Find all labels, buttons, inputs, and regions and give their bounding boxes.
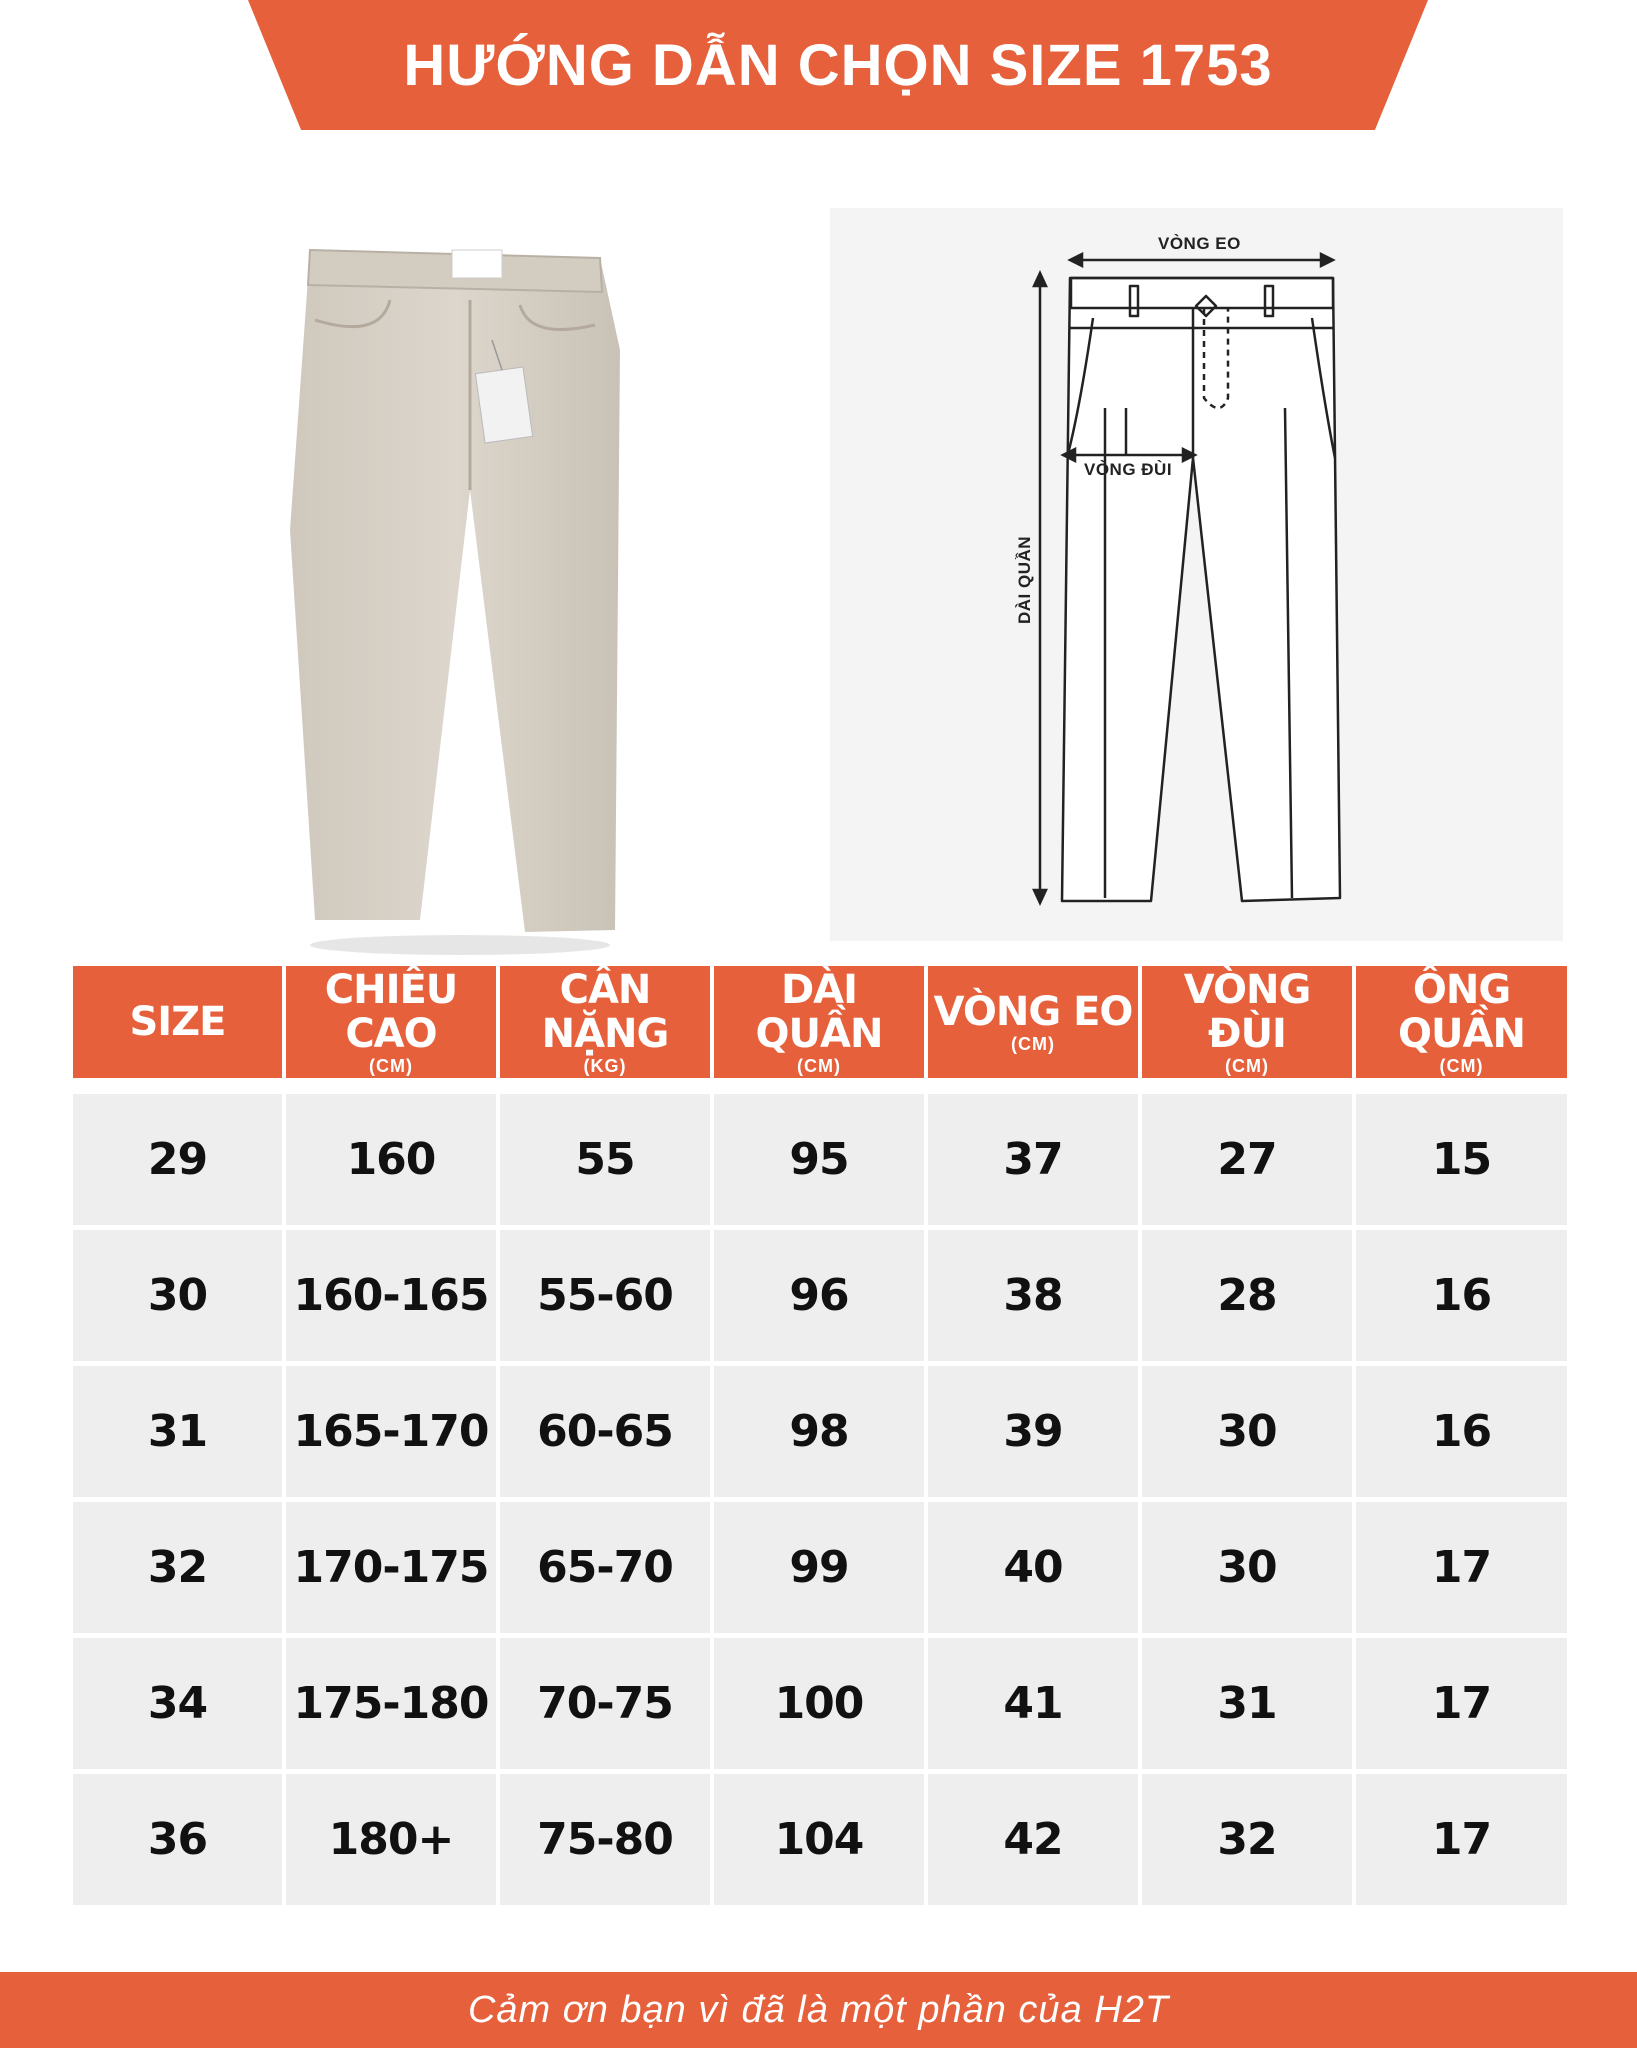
table-cell: 38 bbox=[928, 1230, 1138, 1361]
table-cell: 36 bbox=[73, 1774, 282, 1905]
table-cell: 34 bbox=[73, 1638, 282, 1769]
table-cell: 32 bbox=[1142, 1774, 1352, 1905]
table-cell: 30 bbox=[1142, 1366, 1352, 1497]
table-cell: 30 bbox=[1142, 1502, 1352, 1633]
table-cell: 39 bbox=[928, 1366, 1138, 1497]
table-cell: 17 bbox=[1356, 1502, 1567, 1633]
size-table bbox=[73, 966, 1567, 1910]
table-cell: 180+ bbox=[286, 1774, 496, 1905]
table-cell: 42 bbox=[928, 1774, 1138, 1905]
table-cell: 15 bbox=[1356, 1094, 1567, 1225]
table-cell: 60-65 bbox=[500, 1366, 710, 1497]
header-size: SIZE bbox=[73, 966, 282, 1078]
table-cell: 160 bbox=[286, 1094, 496, 1225]
table-cell: 41 bbox=[928, 1638, 1138, 1769]
table-cell: 99 bbox=[714, 1502, 924, 1633]
table-cell: 175-180 bbox=[286, 1638, 496, 1769]
table-cell: 70-75 bbox=[500, 1638, 710, 1769]
header-waist: VÒNG EO (CM) bbox=[928, 966, 1138, 1078]
header-weight: CÂN NẶNG (KG) bbox=[500, 966, 710, 1078]
table-cell: 104 bbox=[714, 1774, 924, 1905]
table-row bbox=[73, 1638, 1567, 1769]
table-cell: 16 bbox=[1356, 1230, 1567, 1361]
table-cell: 98 bbox=[714, 1366, 924, 1497]
table-cell: 55 bbox=[500, 1094, 710, 1225]
table-cell: 17 bbox=[1356, 1774, 1567, 1905]
table-cell: 55-60 bbox=[500, 1230, 710, 1361]
thigh-label: VÒNG ĐÙI bbox=[1084, 460, 1173, 479]
table-row bbox=[73, 1094, 1567, 1225]
table-cell: 31 bbox=[1142, 1638, 1352, 1769]
table-header-row bbox=[73, 966, 1567, 1078]
table-cell: 96 bbox=[714, 1230, 924, 1361]
header-thigh: VÒNG ĐÙI (CM) bbox=[1142, 966, 1352, 1078]
table-cell: 29 bbox=[73, 1094, 282, 1225]
header-length: DÀI QUẦN (CM) bbox=[714, 966, 924, 1078]
table-cell: 100 bbox=[714, 1638, 924, 1769]
table-row bbox=[73, 1502, 1567, 1633]
table-row bbox=[73, 1230, 1567, 1361]
table-cell: 27 bbox=[1142, 1094, 1352, 1225]
table-row bbox=[73, 1774, 1567, 1905]
table-cell: 40 bbox=[928, 1502, 1138, 1633]
table-cell: 75-80 bbox=[500, 1774, 710, 1905]
table-cell: 32 bbox=[73, 1502, 282, 1633]
table-cell: 160-165 bbox=[286, 1230, 496, 1361]
header-leg-opening: ỐNG QUẦN (CM) bbox=[1356, 966, 1567, 1078]
table-cell: 65-70 bbox=[500, 1502, 710, 1633]
footer-message: Cảm ơn bạn vì đã là một phần của H2T bbox=[0, 1972, 1637, 2048]
table-cell: 37 bbox=[928, 1094, 1138, 1225]
table-cell: 165-170 bbox=[286, 1366, 496, 1497]
table-row bbox=[73, 1366, 1567, 1497]
table-cell: 16 bbox=[1356, 1366, 1567, 1497]
waist-label: VÒNG EO bbox=[1158, 234, 1241, 253]
header-height: CHIỀU CAO (CM) bbox=[286, 966, 496, 1078]
size-diagram bbox=[830, 208, 1563, 941]
table-cell: 31 bbox=[73, 1366, 282, 1497]
product-photo bbox=[270, 230, 650, 960]
table-cell: 95 bbox=[714, 1094, 924, 1225]
length-label: DÀI QUẦN bbox=[1015, 535, 1034, 625]
table-body bbox=[73, 1094, 1567, 1905]
page-title: HƯỚNG DẪN CHỌN SIZE 1753 bbox=[403, 32, 1273, 98]
table-cell: 30 bbox=[73, 1230, 282, 1361]
table-cell: 28 bbox=[1142, 1230, 1352, 1361]
table-cell: 170-175 bbox=[286, 1502, 496, 1633]
table-cell: 17 bbox=[1356, 1638, 1567, 1769]
